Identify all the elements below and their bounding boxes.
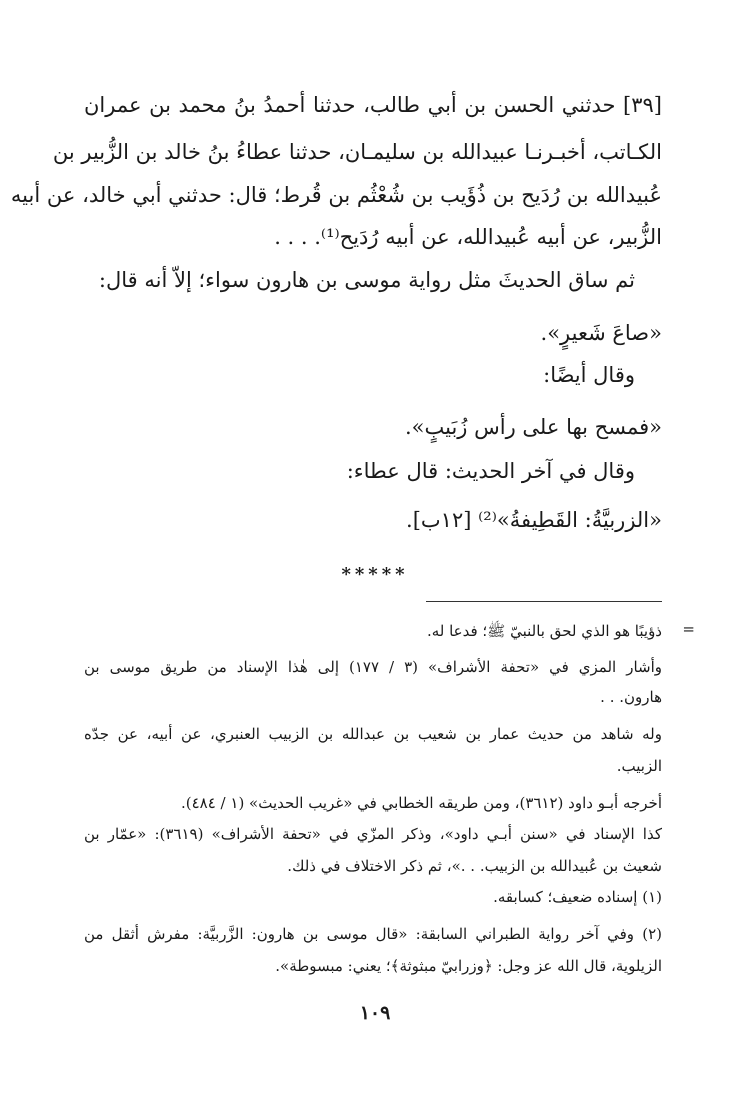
hadith-line-4: الزُّبير، عن أبيه عُبيدالله، عن أبيه رُدَيح⁽¹⁾. . . . bbox=[274, 225, 662, 249]
footnote-line-3: هارون. . . bbox=[600, 688, 662, 706]
footnote-line-1: ذؤيبًا هو الذي لحق بالنبيّ ﷺ؛ فدعا له. bbox=[426, 622, 662, 640]
footnote-rule bbox=[426, 601, 662, 602]
footnote-line-6: أخرجه أبـو داود (٣٦١٢)، ومن طريقه الخطابي في «غريب الحديث» (١ / ٤٨٤). bbox=[180, 794, 662, 812]
footnote-line-2: وأشار المزي في «تحفة الأشراف» (٣ / ١٧٧) إلى هٰذا الإسناد من طريق موسى بن bbox=[84, 658, 662, 676]
quote-line-1: «صاعَ شَعيرٍ». bbox=[540, 321, 662, 345]
hadith-line-3: عُبيدالله بن رُدَيح بن ذُؤَيب بن شُعْثُم بن قُرط؛ قال: حدثني أبي خالد، عن أبيه bbox=[10, 183, 662, 207]
footnote-line-4: وله شاهد من حديث عمار بن شعيب بن عبدالله بن الزبيب العنبري، عن أبيه، عن جدّه bbox=[84, 725, 662, 743]
footnote-1: (١) إسناده ضعيف؛ كسابقه. bbox=[493, 888, 662, 906]
footnote-2-line-1: (٢) وفي آخر رواية الطبراني السابقة: «قال موسى بن هارون: الزَّربيَّة: مفرش أثقل من bbox=[84, 925, 662, 943]
end-of-hadith-line: وقال في آخر الحديث: قال عطاء: bbox=[346, 459, 635, 483]
said-also-line: وقال أيضًا: bbox=[543, 363, 635, 387]
narration-line: ثم ساق الحديثَ مثل رواية موسى بن هارون سواء؛ إلاّ أنه قال: bbox=[98, 268, 635, 292]
quote-line-2: «فمسح بها على رأس زُبَيبٍ». bbox=[404, 415, 662, 439]
footnote-line-8: شعيث بن عُبيدالله بن الزبيب. . .»، ثم ذكر الاختلاف في ذلك. bbox=[287, 857, 662, 875]
footnote-2-line-2: الزيلوية، قال الله عز وجل: ﴿وزرابيّ مبثوثة﴾؛ يعني: مبسوطة». bbox=[275, 957, 662, 975]
hadith-line-1: [٣٩] حدثني الحسن بن أبي طالب، حدثنا أحمدُ بنُ محمد بن عمران bbox=[84, 93, 662, 117]
quote-line-3: «الزربيَّةُ: القَطِيفةُ»⁽²⁾ [١٢ب]. bbox=[406, 508, 662, 532]
hadith-line-2: الكـاتب، أخبـرنـا عبيدالله بن سليمـان، حدثنا عطاءُ بنُ خالد بن الزُّبير بن bbox=[52, 140, 662, 164]
section-separator: ***** bbox=[341, 564, 409, 585]
footnote-line-7: كذا الإسناد في «سنن أبـي داود»، وذكر المزّي في «تحفة الأشراف» (٣٦١٩): «عمّار بن bbox=[84, 825, 662, 843]
footnote-line-5: الزبيب. bbox=[616, 757, 662, 775]
continuation-mark: = bbox=[682, 620, 695, 638]
page-number: ١٠٩ bbox=[359, 1002, 391, 1024]
